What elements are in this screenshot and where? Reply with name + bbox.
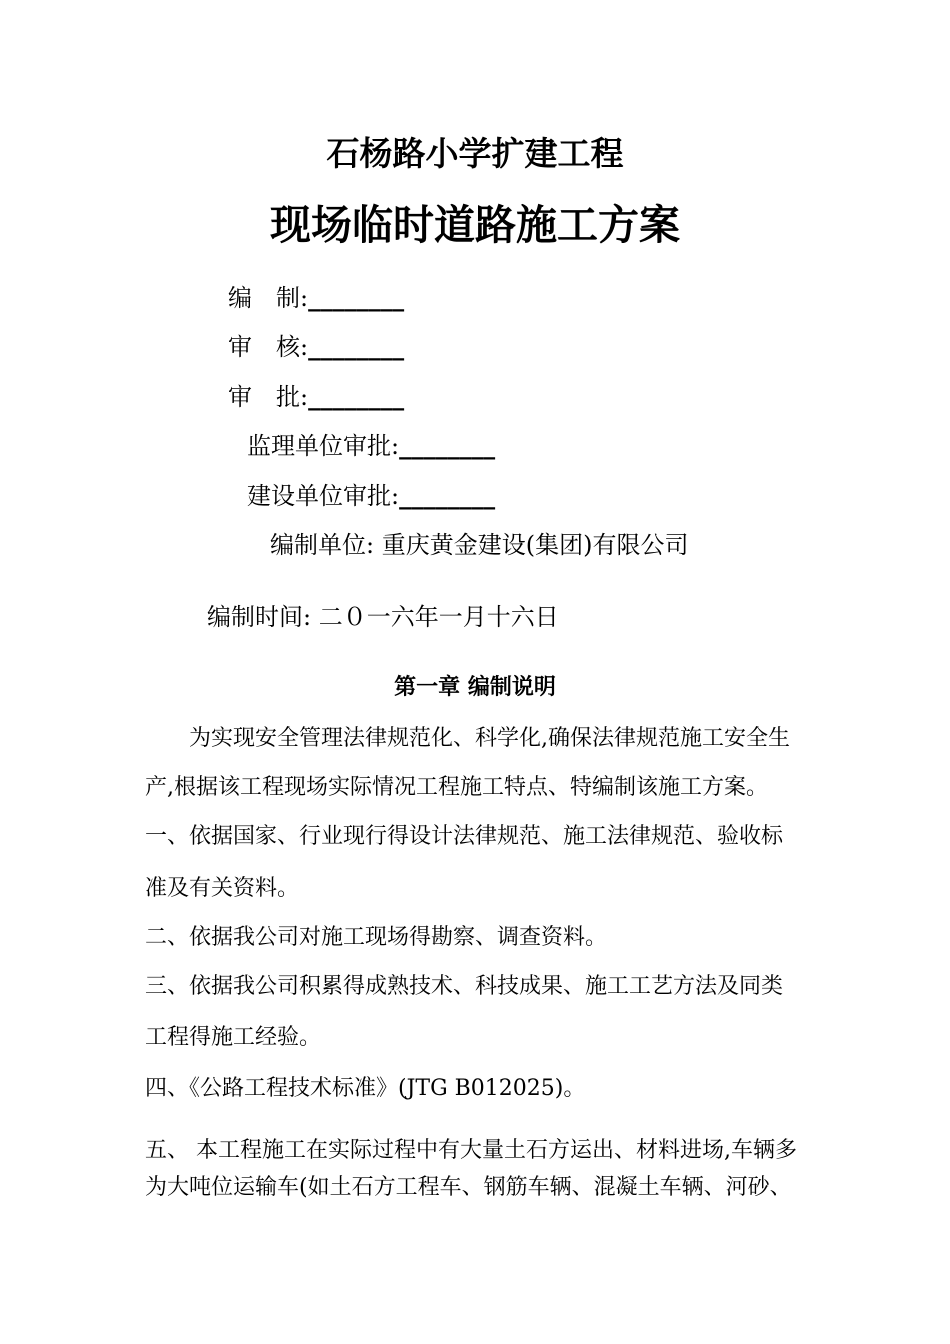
paragraph-line: 准及有关资料。 (145, 876, 300, 901)
sign-label: 监理单位审批: (247, 432, 400, 460)
sign-line-owner (247, 476, 495, 511)
sign-line-compile (228, 278, 404, 313)
paragraph-line: 二、依据我公司对施工现场得勘察、调查资料。 (145, 925, 608, 950)
sign-line-supervisor (247, 426, 495, 461)
paragraph-line: 为大吨位运输车(如土石方工程车、钢筋车辆、混凝土车辆、河砂、 (145, 1175, 792, 1200)
signature-blank: ________ (399, 481, 496, 510)
paragraph-line: 四、《公路工程技术标准》(JTG B012025)。 (145, 1076, 586, 1101)
paragraph-line: 工程得施工经验。 (145, 1025, 322, 1050)
paragraph-line: 产,根据该工程现场实际情况工程施工特点、特编制该施工方案。 (145, 775, 768, 800)
plan-title: 现场临时道路施工方案 (270, 201, 680, 249)
project-title: 石杨路小学扩建工程 (326, 134, 624, 173)
sign-label: 编 制: (228, 284, 309, 312)
signature-blank: ________ (308, 332, 405, 361)
sign-label: 审 批: (228, 383, 309, 411)
signature-blank: ________ (308, 382, 405, 411)
sign-line-approve (228, 377, 404, 412)
sign-label: 建设单位审批: (247, 482, 400, 510)
sign-line-review (228, 327, 404, 362)
signature-blank: ________ (308, 283, 405, 312)
compile-date: 编制时间: 二０一六年一月十六日 (207, 603, 559, 631)
paragraph-line: 为实现安全管理法律规范化、科学化,确保法律规范施工安全生 (189, 726, 790, 751)
sign-label: 审 核: (228, 333, 309, 361)
compiling-company: 编制单位: 重庆黄金建设(集团)有限公司 (270, 531, 689, 559)
paragraph-line: 五、 本工程施工在实际过程中有大量土石方运出、材料进场,车辆多 (145, 1138, 797, 1163)
chapter-heading: 第一章 编制说明 (394, 674, 556, 700)
paragraph-line: 三、依据我公司积累得成熟技术、科技成果、施工工艺方法及同类 (145, 974, 784, 999)
signature-blank: ________ (399, 431, 496, 460)
paragraph-line: 一、依据国家、行业现行得设计法律规范、施工法律规范、验收标 (145, 824, 784, 849)
